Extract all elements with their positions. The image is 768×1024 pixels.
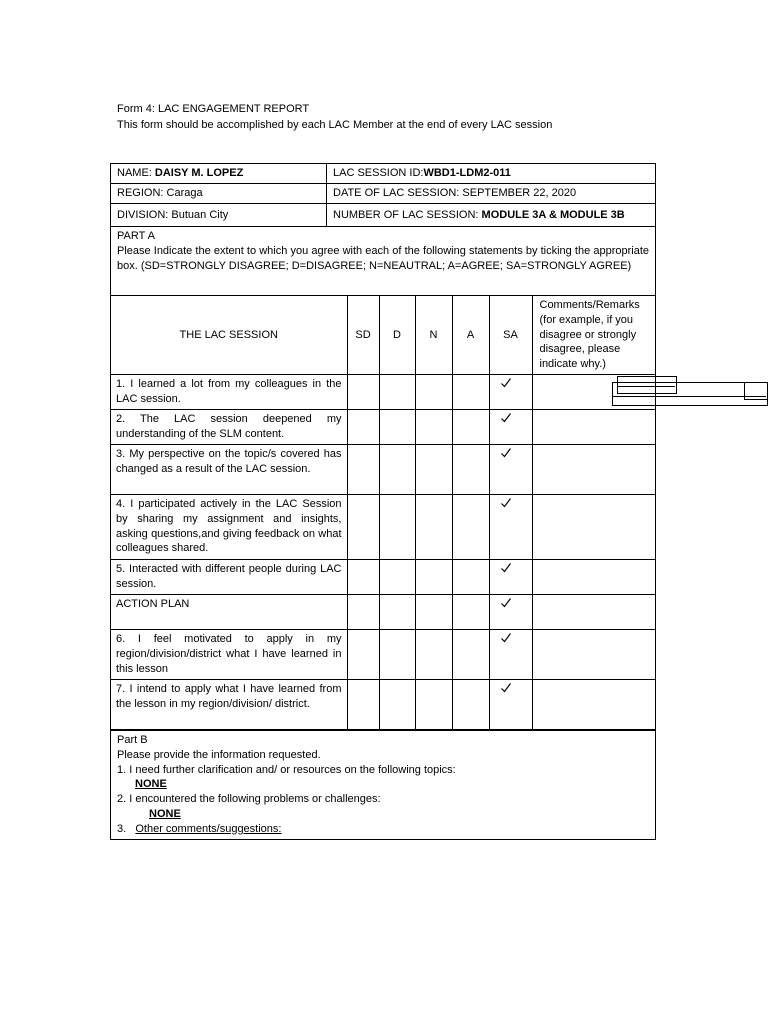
division-value: Butuan City xyxy=(171,208,229,221)
col-d-header: D xyxy=(379,296,415,374)
rating-cell-n[interactable] xyxy=(415,679,452,729)
date-cell xyxy=(327,184,656,204)
checkmark-icon xyxy=(500,632,512,644)
rating-cell-sa[interactable] xyxy=(489,629,532,679)
rating-cell-sa[interactable] xyxy=(489,494,532,559)
checkmark-icon xyxy=(500,412,512,424)
rating-cell-a[interactable] xyxy=(452,679,489,729)
rating-cell-d[interactable] xyxy=(379,374,415,409)
comments-cell[interactable] xyxy=(532,594,656,629)
info-row-division xyxy=(111,204,656,227)
rating-cell-d[interactable] xyxy=(379,629,415,679)
rating-cell-a[interactable] xyxy=(452,559,489,594)
col-sa-header: SA xyxy=(489,296,532,374)
name-label: NAME: xyxy=(117,167,155,180)
number-label: NUMBER OF LAC SESSION: xyxy=(333,208,482,221)
comments-cell[interactable] xyxy=(532,444,656,494)
statement-cell: 2. The LAC session deepened my understanding of the SLM content. xyxy=(111,409,347,444)
number-value: MODULE 3A & MODULE 3B xyxy=(481,208,625,221)
rating-cell-sd[interactable] xyxy=(347,559,379,594)
part-b-a1: NONE xyxy=(135,778,167,791)
table-row xyxy=(111,629,656,679)
session-id-label: LAC SESSION ID: xyxy=(333,167,424,180)
comments-cell[interactable] xyxy=(532,494,656,559)
table-row xyxy=(111,374,656,409)
session-id-cell xyxy=(327,164,656,184)
rating-cell-n[interactable] xyxy=(415,374,452,409)
overlay-line xyxy=(617,386,675,387)
region-cell xyxy=(111,184,327,204)
rating-cell-a[interactable] xyxy=(452,594,489,629)
statement-cell: 3. My perspective on the topic/s covered has changed as a result of the LAC session. xyxy=(111,444,347,494)
form-header xyxy=(117,102,552,134)
part-b-instruction: Please provide the information requested. xyxy=(117,748,321,761)
info-row-name xyxy=(111,164,656,184)
region-value: Caraga xyxy=(166,187,203,200)
session-id-value: WBD1-LDM2-011 xyxy=(423,167,511,180)
part-b-q3-line xyxy=(117,822,649,837)
rating-cell-sa[interactable] xyxy=(489,409,532,444)
form-instruction: This form should be accomplished by each LAC Member at the end of every LAC session xyxy=(117,119,553,131)
date-label: DATE OF LAC SESSION: xyxy=(333,187,463,200)
info-row-region xyxy=(111,184,656,204)
statement-cell: 1. I learned a lot from my colleagues in the LAC session. xyxy=(111,374,347,409)
table-row xyxy=(111,559,656,594)
checkmark-icon xyxy=(500,377,512,389)
rating-cell-d[interactable] xyxy=(379,409,415,444)
rating-cell-n[interactable] xyxy=(415,594,452,629)
part-b-q1: 1. I need further clarification and/ or resources on the following topics: xyxy=(117,763,456,776)
overlay-line xyxy=(612,396,766,397)
rating-cell-sa[interactable] xyxy=(489,444,532,494)
checkmark-icon xyxy=(500,682,512,694)
rating-cell-a[interactable] xyxy=(452,409,489,444)
rating-header-row xyxy=(111,296,656,374)
division-label: DIVISION: xyxy=(117,208,172,221)
part-b-a2: NONE xyxy=(149,807,181,820)
part-b-title: Part B xyxy=(117,733,148,746)
part-a-instruction: Please Indicate the extent to which you agree with each of the following statements by ticking the appropriate box. (SD=STRONGLY DISAGREE; D=DISAGREE; N=NEAUTRAL; A=AGREE; SA=STRONGLY AGREE) xyxy=(117,244,649,272)
comments-cell[interactable] xyxy=(532,409,656,444)
rating-cell-n[interactable] xyxy=(415,629,452,679)
rating-table-wrap xyxy=(111,296,656,731)
date-value: SEPTEMBER 22, 2020 xyxy=(462,187,577,200)
part-b-q3: Other comments/suggestions: xyxy=(135,822,282,835)
region-label: REGION: xyxy=(117,187,167,200)
part-b-q3-num: 3. xyxy=(117,822,136,835)
rating-cell-sa[interactable] xyxy=(489,679,532,729)
part-a-title: PART A xyxy=(117,230,155,242)
rating-cell-a[interactable] xyxy=(452,494,489,559)
checkmark-icon xyxy=(500,447,512,459)
division-cell xyxy=(111,204,327,227)
rating-cell-sd[interactable] xyxy=(347,409,379,444)
part-a-cell xyxy=(111,227,656,296)
rating-cell-sd[interactable] xyxy=(347,444,379,494)
col-sd-header: SD xyxy=(347,296,379,374)
rating-table xyxy=(111,296,656,730)
checkmark-icon xyxy=(500,597,512,609)
checkmark-icon xyxy=(500,562,512,574)
rating-rows xyxy=(111,374,656,729)
rating-cell-d[interactable] xyxy=(379,494,415,559)
col-a-header: A xyxy=(452,296,489,374)
part-b-cell xyxy=(111,730,656,839)
overlay-box xyxy=(744,382,768,400)
rating-cell-sd[interactable] xyxy=(347,594,379,629)
rating-cell-d[interactable] xyxy=(379,444,415,494)
rating-cell-sd[interactable] xyxy=(347,679,379,729)
statement-cell: 5. Interacted with different people during LAC session. xyxy=(111,559,347,594)
rating-cell-sd[interactable] xyxy=(347,629,379,679)
checkmark-icon xyxy=(500,497,512,509)
rating-cell-sd[interactable] xyxy=(347,374,379,409)
rating-cell-n[interactable] xyxy=(415,559,452,594)
statement-cell: 6. I feel motivated to apply in my region/division/district what I have learned in this lesson xyxy=(111,629,347,679)
statement-cell: ACTION PLAN xyxy=(111,594,347,629)
name-cell xyxy=(111,164,327,184)
rating-cell-n[interactable] xyxy=(415,494,452,559)
rating-cell-n[interactable] xyxy=(415,409,452,444)
number-cell xyxy=(327,204,656,227)
rating-cell-d[interactable] xyxy=(379,679,415,729)
comments-cell[interactable] xyxy=(532,629,656,679)
table-row xyxy=(111,409,656,444)
rating-cell-a[interactable] xyxy=(452,629,489,679)
col-n-header: N xyxy=(415,296,452,374)
col-comments-header: Comments/Remarks (for example, if you disagree or strongly disagree, please indicate why.) xyxy=(532,296,656,374)
part-b-row xyxy=(111,730,656,839)
comments-cell[interactable] xyxy=(532,559,656,594)
form-title: Form 4: LAC ENGAGEMENT REPORT xyxy=(117,103,310,115)
part-a-header-row xyxy=(111,227,656,296)
table-row xyxy=(111,444,656,494)
rating-cell-a[interactable] xyxy=(452,444,489,494)
table-row xyxy=(111,494,656,559)
rating-table-row xyxy=(111,296,656,731)
lac-report-form xyxy=(110,163,656,840)
rating-cell-sa[interactable] xyxy=(489,594,532,629)
table-row xyxy=(111,679,656,729)
statement-cell: 7. I intend to apply what I have learned from the lesson in my region/division/ district. xyxy=(111,679,347,729)
rating-cell-sd[interactable] xyxy=(347,494,379,559)
rating-cell-sa[interactable] xyxy=(489,374,532,409)
table-row xyxy=(111,594,656,629)
rating-cell-d[interactable] xyxy=(379,559,415,594)
col-session-header: THE LAC SESSION xyxy=(111,296,347,374)
rating-cell-d[interactable] xyxy=(379,594,415,629)
comments-cell[interactable] xyxy=(532,679,656,729)
rating-cell-sa[interactable] xyxy=(489,559,532,594)
statement-cell: 4. I participated actively in the LAC Session by sharing my assignment and insights, asking questions,and giving feedback on what colleagues shared. xyxy=(111,494,347,559)
part-b-q2: 2. I encountered the following problems or challenges: xyxy=(117,793,381,806)
rating-cell-a[interactable] xyxy=(452,374,489,409)
name-value: DAISY M. LOPEZ xyxy=(154,167,244,180)
rating-cell-n[interactable] xyxy=(415,444,452,494)
